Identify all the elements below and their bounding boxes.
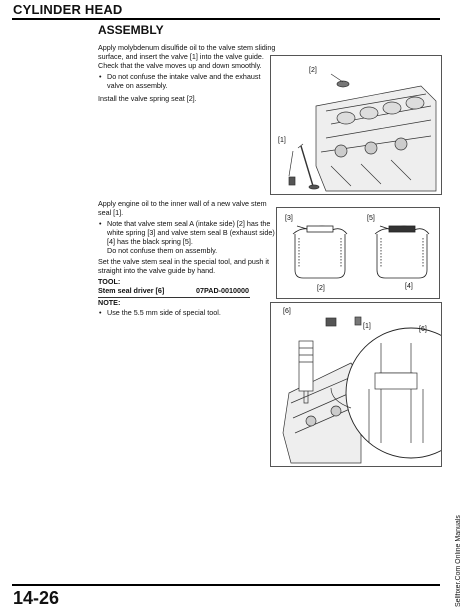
fig1-label-2: [2] xyxy=(309,67,317,74)
note-bullet: • Use the 5.5 mm side of special tool. xyxy=(98,309,221,318)
para3-line1: Apply engine oil to the inner wall of a new valve stem xyxy=(98,199,267,208)
figure-valve-insert-drawing xyxy=(271,56,441,194)
page-number: 14-26 xyxy=(13,588,60,608)
para1-line1: Apply molybdenum disulfide oil to the valve stem sliding xyxy=(98,43,276,52)
top-rule xyxy=(12,18,440,20)
fig1-label-1: [1] xyxy=(278,137,286,144)
fig2-label-4: [4] xyxy=(405,283,413,290)
tool-name: Stem seal driver [6] xyxy=(98,286,165,295)
tool-heading: TOOL: xyxy=(98,277,121,286)
fig2-label-5: [5] xyxy=(367,215,375,222)
para1-line3: Check that the valve moves up and down smoothly. xyxy=(98,61,262,70)
figure-seal-driver-drawing xyxy=(271,303,441,466)
figure-valve-insert xyxy=(270,55,442,195)
bottom-rule xyxy=(12,584,440,586)
figure-stem-seals-drawing xyxy=(277,208,439,298)
figure-seal-driver xyxy=(270,302,442,467)
bullet2-line4: Do not confuse them on assembly. xyxy=(107,246,218,255)
fig3-label-6b: [6] xyxy=(419,326,427,333)
bullet1-line2: valve on assembly. xyxy=(107,81,168,90)
bullet2-line3: [4] has the black spring [5]. xyxy=(107,237,193,246)
fig3-label-1: [1] xyxy=(363,323,371,330)
note-heading: NOTE: xyxy=(98,298,121,307)
bullet2-line2: white spring [3] and valve stem seal B (exhaust side) xyxy=(107,228,275,237)
para4-line1: Set the valve stem seal in the special tool, and push it xyxy=(98,257,270,266)
bullet1-line1: • Do not confuse the intake valve and the exhaust xyxy=(98,73,260,82)
bullet2-line1: • Note that valve stem seal A (intake side) [2] has the xyxy=(98,220,270,229)
fig3-label-6a: [6] xyxy=(283,308,291,315)
section-title: CYLINDER HEAD xyxy=(13,2,123,17)
para1-line2: surface, and insert the valve [1] into the valve guide. xyxy=(98,52,264,61)
para2: Install the valve spring seat [2]. xyxy=(98,94,197,103)
figure-stem-seals xyxy=(276,207,440,299)
tool-underline xyxy=(98,297,250,298)
fig2-label-3: [3] xyxy=(285,215,293,222)
assembly-title: ASSEMBLY xyxy=(98,23,164,37)
fig2-label-2: [2] xyxy=(317,285,325,292)
para4-line2: straight into the valve guide by hand. xyxy=(98,266,216,275)
side-watermark: Sellfixer.Com Online Manuals xyxy=(455,515,462,607)
para3-line2: seal [1]. xyxy=(98,208,124,217)
tool-part-number: 07PAD-0010000 xyxy=(196,286,250,295)
